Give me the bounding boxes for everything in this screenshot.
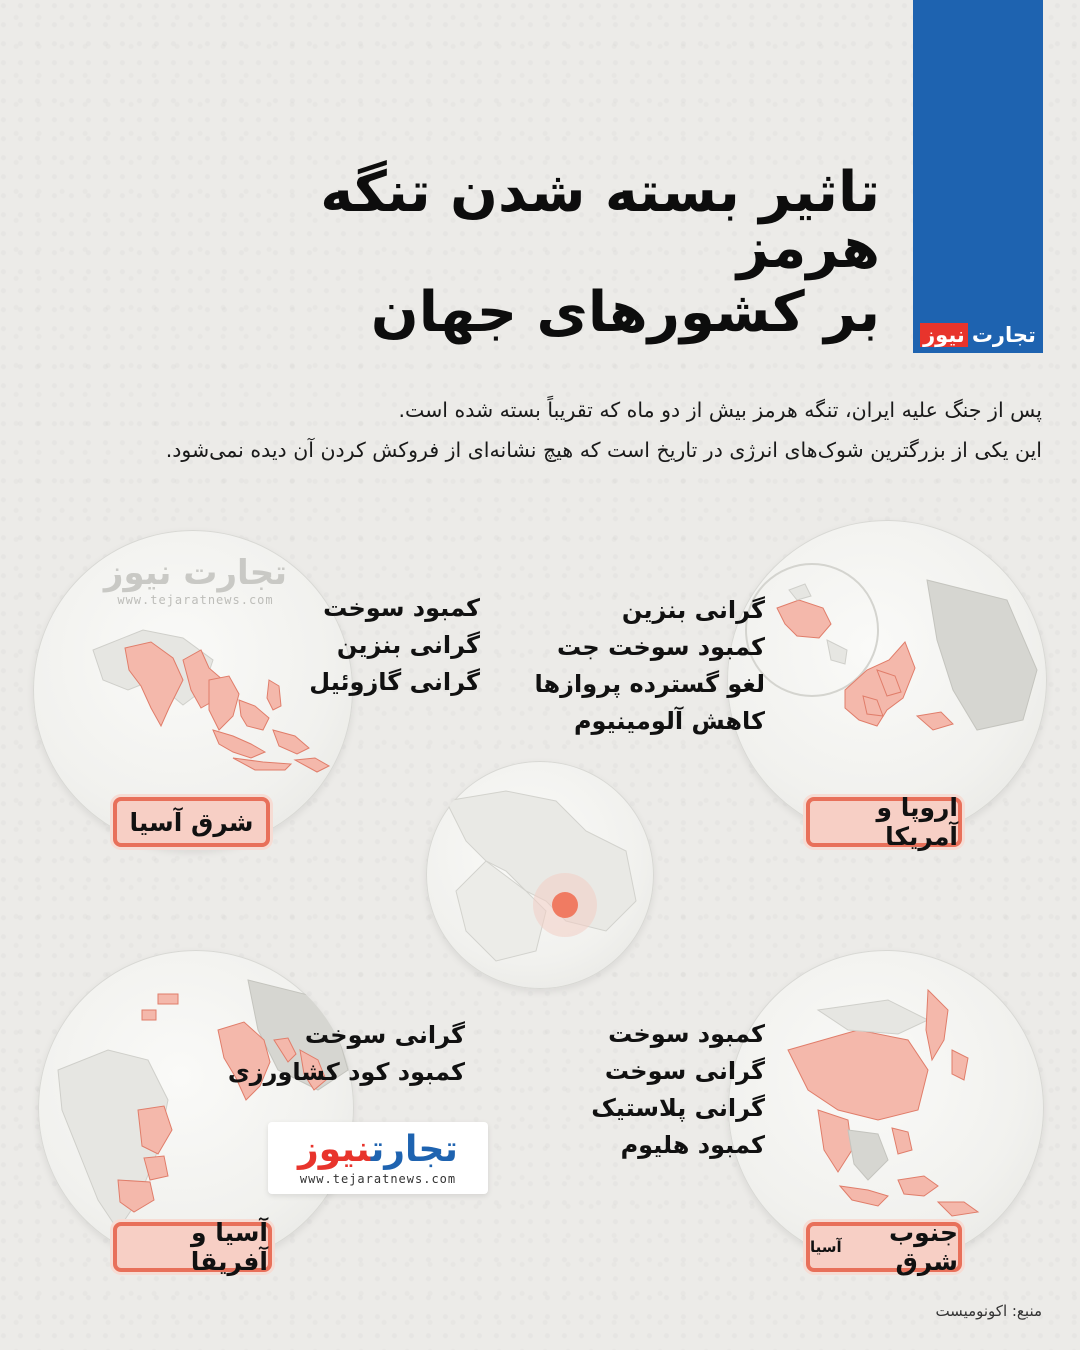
watermark-part1: تجارت <box>183 553 288 593</box>
region-label-subtext: آسیا <box>810 1238 842 1256</box>
brand-bar <box>913 0 1043 353</box>
watermark-logo <box>98 553 293 607</box>
brand-logo-part1: تجارت <box>971 322 1036 347</box>
impact-item: کمبود سوخت <box>608 1020 765 1048</box>
watermark-url: www.tejaratnews.com <box>117 593 274 607</box>
intro-line2: این یکی از بزرگترین شوک‌های انرژی در تاریخ است که هیچ نشانه‌ای از فروکش کردن آن دیده نمی‌شود. <box>165 438 1042 462</box>
brand-logo <box>913 316 1043 353</box>
globe-europe-america <box>727 520 1047 840</box>
region-label-text: شرق آسیا <box>129 807 254 837</box>
map-hormuz <box>426 761 654 989</box>
impact-item: کمبود سوخت جت <box>557 633 765 661</box>
logo-card-part2: نیوز <box>298 1129 371 1170</box>
globe-hormuz <box>426 761 654 989</box>
region-label-east-asia <box>113 797 270 847</box>
impact-item: گرانی بنزین <box>336 631 480 659</box>
impact-item: گرانی بنزین <box>621 596 765 624</box>
impact-item: کمبود کود کشاورزی <box>227 1058 465 1086</box>
impact-item: گرانی گازوئیل <box>309 668 480 696</box>
impact-item: کمبود هلیوم <box>620 1131 765 1159</box>
impact-item: لغو گسترده پروازها <box>534 670 765 698</box>
impact-item: گرانی سوخت <box>604 1057 765 1085</box>
page-title-line2: بر کشورهای جهان <box>370 280 880 345</box>
watermark-part2: نیوز <box>103 553 172 593</box>
intro-line1: پس از جنگ علیه ایران، تنگه هرمز بیش از دو ماه که تقریباً بسته شده است. <box>398 398 1042 422</box>
impacts-europe-america <box>535 592 765 740</box>
brand-logo-part2: نیوز <box>920 323 968 347</box>
impact-item: گرانی سوخت <box>304 1021 465 1049</box>
region-label-asia-africa <box>113 1218 272 1276</box>
source-note: منبع: اکونومیست <box>935 1302 1042 1320</box>
impact-item: کمبود سوخت <box>323 594 480 622</box>
impacts-east-asia <box>309 590 480 701</box>
map-europe-america <box>727 520 1047 840</box>
brand-logo-card <box>268 1122 488 1194</box>
region-label-text: اروپا و آمریکا <box>876 793 958 851</box>
logo-card-part1: تجارت <box>370 1129 458 1170</box>
impacts-southeast-asia <box>591 1016 765 1164</box>
impacts-asia-africa <box>228 1017 465 1091</box>
region-label-text: جنوب شرق <box>888 1218 958 1276</box>
region-label-europe-america <box>806 793 962 851</box>
region-label-southeast-asia <box>806 1218 962 1276</box>
impact-item: کاهش آلومینیوم <box>573 707 765 735</box>
hormuz-dot <box>552 892 578 918</box>
impact-item: گرانی پلاستیک <box>591 1094 765 1122</box>
page-title-line1: تاثیر بسته شدن تنگه هرمز <box>320 160 880 281</box>
logo-card-url: www.tejaratnews.com <box>299 1172 457 1186</box>
region-label-text: آسیا و آفریقا <box>190 1218 268 1276</box>
